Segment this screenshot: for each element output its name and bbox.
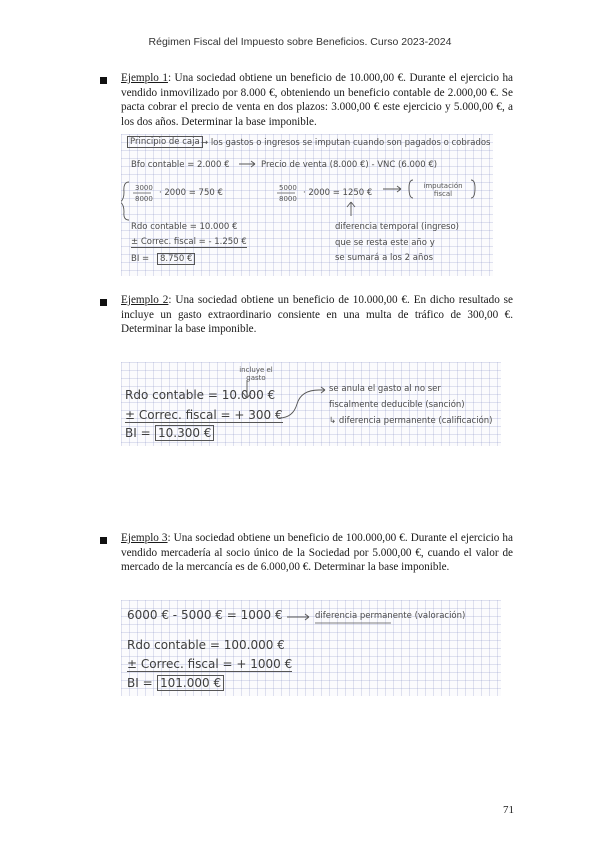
note-correc: ± Correc. fiscal = + 300 € <box>125 408 283 422</box>
note-bi-label: BI = <box>131 254 150 264</box>
note-imputacion: imputación fiscal <box>423 182 463 198</box>
example-1-handwritten-notes <box>121 134 493 276</box>
page-number: 71 <box>503 804 514 816</box>
page-header: Régimen Fiscal del Impuesto sobre Beneficios. Curso 2023-2024 <box>148 36 452 48</box>
bullet-marker <box>100 299 107 306</box>
example-3-text: : Una sociedad obtiene un beneficio de 100.000,00 €. Durante el ejercicio ha vendido mercadería al socio único de la Sociedad por 5.000,00 €, cuando el valor de mercado de la mercancía es de 6.000,00 €. Determinar la base imponible. <box>121 532 513 574</box>
example-1-text: : Una sociedad obtiene un beneficio de 10.000,00 €. Durante el ejercicio ha vendido inmovilizado por 8.000 €, obteniendo un beneficio contable de 2.000,00 €. Se pacta cobrar el precio de venta en dos plazos: 3.000,00 € este ejercicio y 5.000,00 €, a los dos años. Determinar la base imponible. <box>121 72 514 128</box>
note-bi-label: BI = <box>125 426 151 440</box>
note-fiscal: fiscalmente deducible (sanción) <box>329 400 465 410</box>
note-anula: se anula el gasto al no ser <box>329 384 441 394</box>
note-rdo: Rdo contable = 10.000 € <box>125 388 276 402</box>
bullet-marker <box>100 77 107 84</box>
note-rdo: Rdo contable = 10.000 € <box>131 222 238 232</box>
note-bi-label: BI = <box>127 676 153 690</box>
note-principio-rest: → los gastos o ingresos se imputan cuando son pagados o cobrados <box>201 138 491 148</box>
note-rdo: Rdo contable = 100.000 € <box>127 638 285 652</box>
note-bfo: Bfo contable = 2.000 € <box>131 160 230 170</box>
example-2-handwritten-notes <box>121 362 501 446</box>
note-que-se: que se resta este año y <box>335 238 435 248</box>
example-2-strokes <box>121 362 501 446</box>
example-2-text: : Una sociedad obtiene un beneficio de 10.000,00 €. En dicho resultado se incluye un gasto extraordinario consiente en una multa de tráfico de 300,00 €. Determinar la base imponible. <box>121 294 513 336</box>
note-correc: ± Correc. fiscal = + 1000 € <box>127 657 293 671</box>
example-1-statement <box>121 71 513 129</box>
note-diferencia: diferencia temporal (ingreso) <box>335 222 459 232</box>
note-bi-value: 101.000 € <box>157 675 224 691</box>
example-3-strokes <box>121 600 501 696</box>
note-incluye: incluye el gasto <box>239 366 273 382</box>
bullet-marker <box>100 537 107 544</box>
note-diferencia: ↳ diferencia permanente (calificación) <box>329 416 493 426</box>
example-1-strokes <box>121 134 493 276</box>
example-3-handwritten-notes <box>121 600 501 696</box>
example-3-label: Ejemplo 3 <box>121 532 168 544</box>
note-se-suma: se sumará a los 2 años <box>335 253 434 263</box>
note-frac1-den: 8000 <box>135 195 153 203</box>
example-2-statement <box>121 293 513 337</box>
note-correc: ± Correc. fiscal = - 1.250 € <box>131 237 247 247</box>
example-2-label: Ejemplo 2 <box>121 294 169 306</box>
note-frac1-num: 3000 <box>135 184 153 192</box>
note-frac1-rest: · 2000 = 750 € <box>159 188 223 198</box>
note-bi-value: 8.750 € <box>157 253 195 265</box>
note-frac2-num: 5000 <box>279 184 297 192</box>
example-1-label: Ejemplo 1 <box>121 72 168 84</box>
note-principio: Principio de caja <box>127 136 203 148</box>
note-frac2-rest: · 2000 = 1250 € <box>303 188 373 198</box>
note-bi-value: 10.300 € <box>155 425 214 441</box>
note-calc: 6000 € - 5000 € = 1000 € <box>127 608 283 622</box>
example-3-statement <box>121 531 513 575</box>
note-diferencia: diferencia permanente (valoración) <box>315 611 466 621</box>
note-frac2-den: 8000 <box>279 195 297 203</box>
note-precio: Precio de venta (8.000 €) - VNC (6.000 €) <box>261 160 438 170</box>
